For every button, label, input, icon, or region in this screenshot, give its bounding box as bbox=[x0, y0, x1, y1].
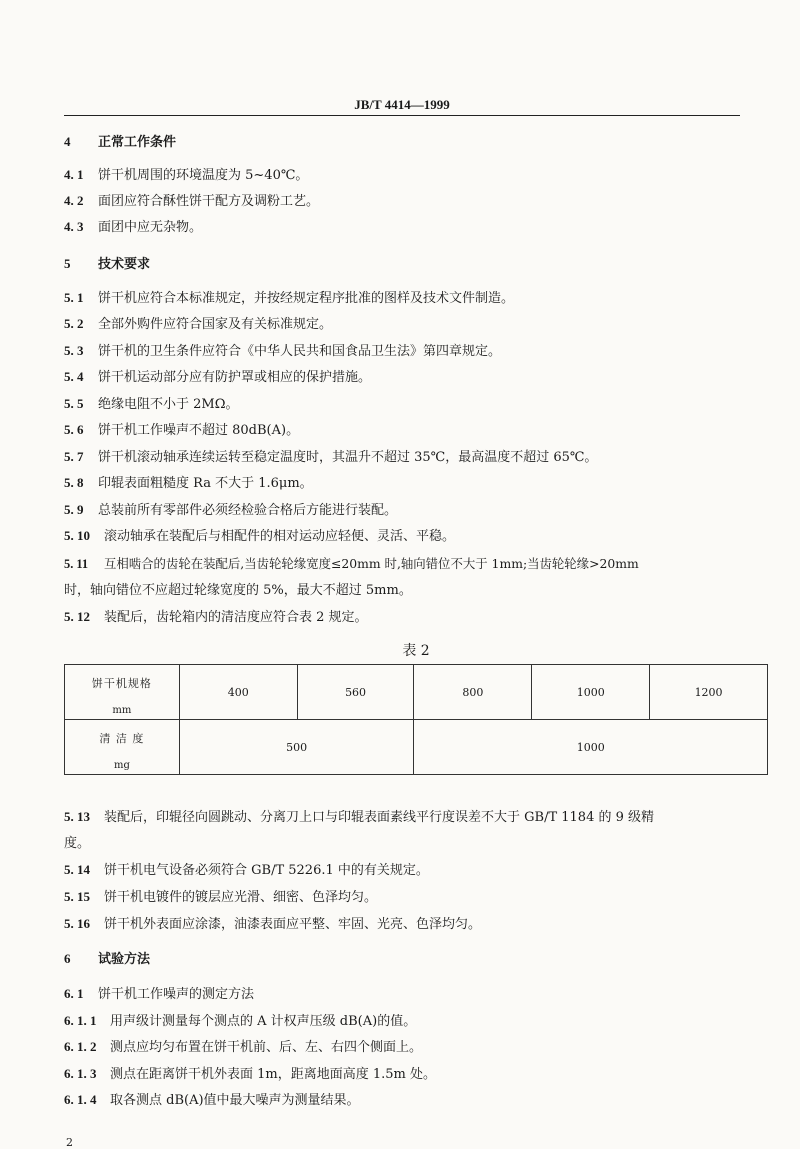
clause-text: 总装前所有零部件必须经检验合格后方能进行装配。 bbox=[98, 503, 398, 518]
clause-text: 饼干机运动部分应有防护罩或相应的保护措施。 bbox=[98, 370, 372, 385]
clause-number: 5 bbox=[64, 256, 71, 271]
section-heading-4 bbox=[64, 134, 768, 151]
clause-text: 饼干机工作噪声不超过 80dB(A)。 bbox=[98, 423, 300, 438]
clause-text: 面团应符合酥性饼干配方及调粉工艺。 bbox=[98, 194, 320, 209]
heading-text: 试验方法 bbox=[98, 952, 151, 967]
clause-number: 6. 1. 1 bbox=[64, 1013, 97, 1028]
clause-number: 5. 4 bbox=[64, 369, 84, 384]
header-rule bbox=[64, 115, 740, 116]
clause-line bbox=[64, 916, 768, 933]
clause-text: 饼干机周围的环境温度为 5~40℃。 bbox=[98, 168, 309, 183]
clause-number: 5. 2 bbox=[64, 316, 84, 331]
clause-line bbox=[64, 343, 768, 360]
clause-line bbox=[64, 528, 768, 545]
clause-number: 5. 7 bbox=[64, 449, 84, 464]
clause-text: 滚动轴承在装配后与相配件的相对运动应轻便、灵活、平稳。 bbox=[104, 529, 456, 544]
heading-text: 技术要求 bbox=[98, 257, 151, 272]
table-cell: 500 bbox=[179, 720, 414, 775]
clause-number: 6. 1. 4 bbox=[64, 1092, 97, 1107]
clause-number: 5. 10 bbox=[64, 528, 90, 543]
clause-text: 全部外购件应符合国家及有关标准规定。 bbox=[98, 317, 333, 332]
heading-text: 正常工作条件 bbox=[98, 135, 177, 150]
section-heading-6 bbox=[64, 951, 768, 968]
clause-text: 饼干机电气设备必须符合 GB/T 5226.1 中的有关规定。 bbox=[104, 863, 429, 878]
clause-text: 饼干机电镀件的镀层应光滑、细密、色泽均匀。 bbox=[104, 890, 378, 905]
clause-text: 饼干机的卫生条件应符合《中华人民共和国食品卫生法》第四章规定。 bbox=[98, 344, 502, 359]
clause-text: 装配后，齿轮箱内的清洁度应符合表 2 规定。 bbox=[104, 610, 368, 625]
clause-text: 测点在距离饼干机外表面 1m，距离地面高度 1.5m 处。 bbox=[110, 1067, 436, 1082]
row-label: 饼干机规格 bbox=[91, 676, 152, 690]
clause-line bbox=[64, 862, 768, 879]
clause-text: 用声级计测量每个测点的 A 计权声压级 dB(A)的值。 bbox=[110, 1014, 417, 1029]
clause-text: 饼干机工作噪声的测定方法 bbox=[98, 987, 255, 1002]
clause-line bbox=[64, 986, 768, 1003]
clause-number: 5. 13 bbox=[64, 809, 90, 824]
clause-line bbox=[64, 449, 768, 466]
clause-continuation bbox=[64, 583, 768, 599]
clause-line bbox=[64, 475, 768, 492]
clause-text: 互相啮合的齿轮在装配后,当齿轮轮缘宽度≤20mm 时,轴向错位不大于 1mm;当齿轮轮缘>20mm bbox=[104, 556, 639, 571]
table-row bbox=[65, 720, 768, 775]
clause-line bbox=[64, 609, 768, 626]
clause-number: 5. 14 bbox=[64, 862, 90, 877]
row-unit: mm bbox=[112, 704, 132, 716]
table-caption: 表 2 bbox=[402, 643, 430, 659]
clause-number: 5. 3 bbox=[64, 343, 84, 358]
clause-number: 6. 1. 2 bbox=[64, 1039, 97, 1054]
clause-text: 饼干机外表面应涂漆，油漆表面应平整、牢固、光亮、色泽均匀。 bbox=[104, 917, 482, 932]
clause-continuation bbox=[64, 836, 768, 852]
clause-number: 6. 1 bbox=[64, 986, 84, 1001]
clause-text: 饼干机滚动轴承连续运转至稳定温度时，其温升不超过 35℃，最高温度不超过 65℃。 bbox=[98, 450, 598, 465]
row-header-spec bbox=[65, 665, 180, 720]
section-heading-5 bbox=[64, 256, 768, 273]
clause-line bbox=[64, 167, 768, 184]
clause-text: 印辊表面粗糙度 Ra 不大于 1.6μm。 bbox=[98, 476, 313, 491]
row-header-cleanliness bbox=[65, 720, 180, 775]
cleanliness-table bbox=[64, 664, 768, 775]
clause-number: 4. 2 bbox=[64, 193, 84, 208]
clause-line bbox=[64, 290, 768, 307]
table-cell: 800 bbox=[414, 665, 532, 720]
table-cell: 1000 bbox=[532, 665, 650, 720]
clause-line bbox=[64, 422, 768, 439]
clause-line bbox=[64, 219, 768, 236]
clause-number: 5. 6 bbox=[64, 422, 84, 437]
clause-number: 5. 15 bbox=[64, 889, 90, 904]
table-row bbox=[65, 665, 768, 720]
clause-line bbox=[64, 316, 768, 333]
clause-line bbox=[64, 889, 768, 906]
clause-number: 6 bbox=[64, 951, 71, 966]
table-cell: 400 bbox=[179, 665, 297, 720]
page-number: 2 bbox=[66, 1136, 73, 1149]
clause-text: 绝缘电阻不小于 2MΩ。 bbox=[98, 397, 239, 412]
clause-number: 5. 5 bbox=[64, 396, 84, 411]
clause-line bbox=[64, 193, 768, 210]
clause-line bbox=[64, 809, 768, 826]
row-label: 清 洁 度 bbox=[99, 731, 145, 745]
clause-number: 5. 9 bbox=[64, 502, 84, 517]
clause-text: 时，轴向错位不应超过轮缘宽度的 5%，最大不超过 5mm。 bbox=[64, 583, 412, 598]
clause-line bbox=[64, 1039, 768, 1056]
clause-number: 5. 11 bbox=[64, 557, 89, 571]
clause-text: 取各测点 dB(A)值中最大噪声为测量结果。 bbox=[110, 1093, 360, 1108]
clause-number: 5. 16 bbox=[64, 916, 90, 931]
clause-line bbox=[64, 1092, 768, 1109]
clause-number: 4 bbox=[64, 134, 71, 149]
clause-line bbox=[64, 556, 768, 572]
document-header: JB/T 4414—1999 bbox=[354, 97, 450, 112]
clause-number: 4. 3 bbox=[64, 219, 84, 234]
clause-line bbox=[64, 1013, 768, 1030]
clause-number: 5. 8 bbox=[64, 475, 84, 490]
clause-number: 6. 1. 3 bbox=[64, 1066, 97, 1081]
clause-text: 面团中应无杂物。 bbox=[98, 220, 203, 235]
clause-line bbox=[64, 1066, 768, 1083]
clause-number: 5. 1 bbox=[64, 290, 84, 305]
table-cell: 1200 bbox=[650, 665, 768, 720]
clause-text: 测点应均匀布置在饼干机前、后、左、右四个侧面上。 bbox=[110, 1040, 423, 1055]
clause-number: 5. 12 bbox=[64, 609, 90, 624]
clause-line bbox=[64, 396, 768, 413]
clause-text: 饼干机应符合本标准规定，并按经规定程序批准的图样及技术文件制造。 bbox=[98, 291, 515, 306]
clause-number: 4. 1 bbox=[64, 167, 84, 182]
table-cell: 1000 bbox=[414, 720, 768, 775]
row-unit: mg bbox=[113, 759, 130, 771]
clause-text: 装配后，印辊径向圆跳动、分离刀上口与印辊表面素线平行度误差不大于 GB/T 1184 的 9 级精 bbox=[104, 810, 655, 825]
clause-line bbox=[64, 369, 768, 386]
clause-text: 度。 bbox=[64, 836, 91, 851]
clause-line bbox=[64, 502, 768, 519]
table-cell: 560 bbox=[297, 665, 414, 720]
